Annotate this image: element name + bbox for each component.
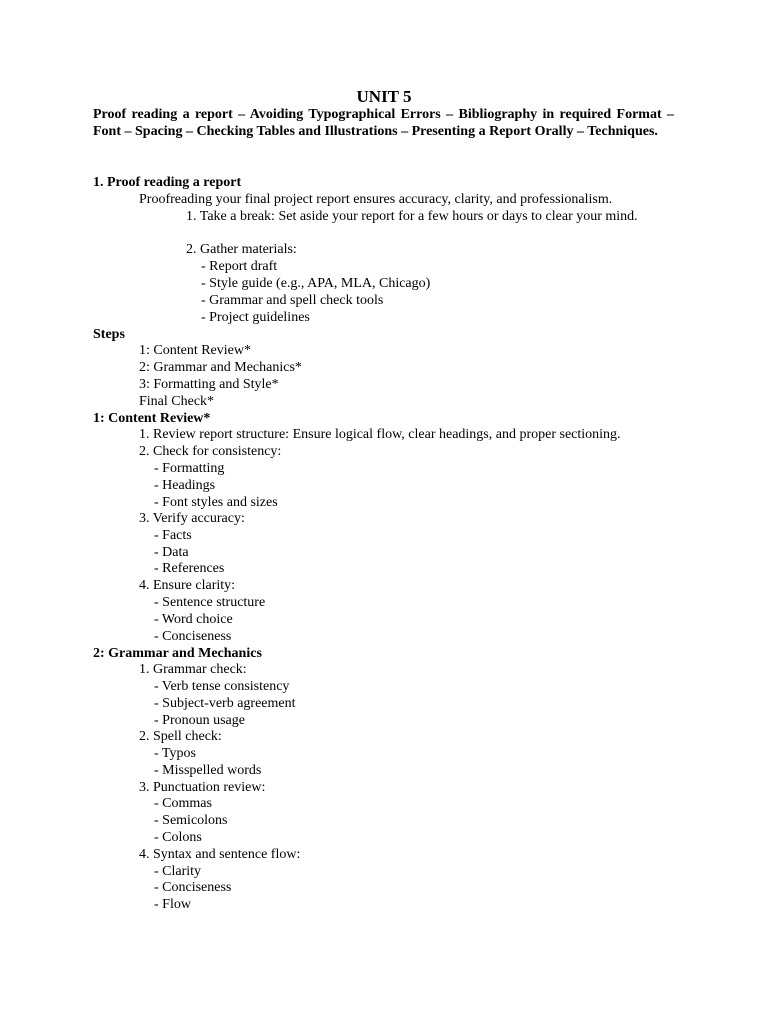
content-review-subitem: - Word choice (154, 612, 233, 627)
grammar-subitem: - Subject-verb agreement (154, 696, 296, 711)
grammar-subitem: - Commas (154, 796, 212, 811)
grammar-subitem: - Typos (154, 746, 196, 761)
content-review-item: 3. Verify accuracy: (139, 511, 245, 526)
grammar-subitem: - Conciseness (154, 880, 232, 895)
grammar-subitem: - Semicolons (154, 813, 228, 828)
material-item: - Grammar and spell check tools (201, 293, 384, 308)
page-title: UNIT 5 (356, 87, 412, 106)
grammar-item: 1. Grammar check: (139, 662, 247, 677)
section1-step2: 2. Gather materials: (186, 242, 297, 257)
unit-topics: Proof reading a report – Avoiding Typographical Errors – Bibliography in required Format – Font – Spacing – Checking Tables and Illustrations – Presenting a Report Orally – Techniques. (93, 107, 674, 139)
content-review-subitem: - Facts (154, 528, 192, 543)
content-review-item: 4. Ensure clarity: (139, 578, 236, 593)
grammar-subitem: - Flow (154, 897, 191, 912)
content-review-item: 2. Check for consistency: (139, 444, 282, 459)
content-review-heading: 1: Content Review* (93, 411, 211, 426)
steps-item: 2: Grammar and Mechanics* (139, 360, 302, 375)
section1-heading: 1. Proof reading a report (93, 175, 242, 190)
steps-item: 1: Content Review* (139, 343, 251, 358)
content-review-item: 1. Review report structure: Ensure logical flow, clear headings, and proper sectioning. (139, 427, 621, 442)
content-review-subitem: - Data (154, 545, 189, 560)
section1-step1: 1. Take a break: Set aside your report for a few hours or days to clear your mind. (186, 209, 638, 224)
content-review-subitem: - Headings (154, 478, 216, 493)
grammar-subitem: - Colons (154, 830, 202, 845)
material-item: - Style guide (e.g., APA, MLA, Chicago) (201, 276, 431, 291)
content-review-subitem: - References (154, 561, 225, 576)
section1-intro: Proofreading your final project report ensures accuracy, clarity, and professionalism. (139, 192, 613, 207)
steps-item: 3: Formatting and Style* (139, 377, 279, 392)
grammar-subitem: - Misspelled words (154, 763, 262, 778)
content-review-subitem: - Formatting (154, 461, 225, 476)
grammar-item: 3. Punctuation review: (139, 780, 266, 795)
content-review-subitem: - Sentence structure (154, 595, 266, 610)
grammar-subitem: - Verb tense consistency (154, 679, 290, 694)
steps-item: Final Check* (139, 394, 215, 409)
grammar-subitem: - Pronoun usage (154, 713, 245, 728)
grammar-item: 4. Syntax and sentence flow: (139, 847, 301, 862)
grammar-item: 2. Spell check: (139, 729, 222, 744)
material-item: - Report draft (201, 259, 278, 274)
content-review-subitem: - Conciseness (154, 629, 232, 644)
material-item: - Project guidelines (201, 310, 310, 325)
grammar-subitem: - Clarity (154, 864, 202, 879)
steps-heading: Steps (93, 327, 125, 342)
grammar-heading: 2: Grammar and Mechanics (93, 646, 262, 661)
content-review-subitem: - Font styles and sizes (154, 495, 278, 510)
